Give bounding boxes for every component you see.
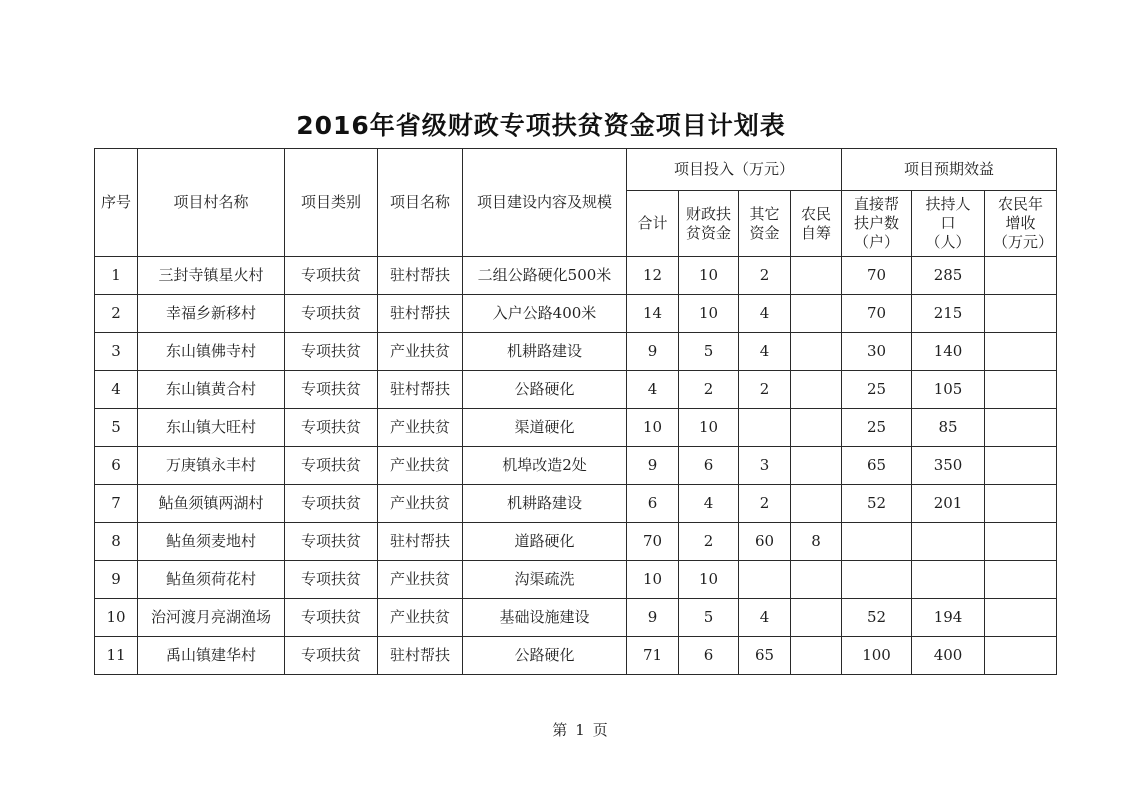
cell-households: 100 [842,637,912,675]
cell-total: 9 [627,333,679,371]
cell-village: 鲇鱼须荷花村 [138,561,285,599]
table-row [95,637,1057,675]
cell-self [791,333,842,371]
cell-people: 201 [912,485,985,523]
cell-households: 30 [842,333,912,371]
page-footer [0,719,1122,740]
header-direct-households: 直接帮扶户数（户） [842,191,912,257]
cell-other: 4 [739,295,791,333]
document-title: 2016年省级财政专项扶贫资金项目计划表 [296,111,786,140]
header-seq: 序号 [95,149,138,257]
cell-people [912,523,985,561]
table-row [95,447,1057,485]
cell-households: 70 [842,295,912,333]
cell-seq: 6 [95,447,138,485]
cell-total: 9 [627,599,679,637]
cell-category: 专项扶贫 [285,523,378,561]
cell-content: 公路硬化 [463,637,627,675]
header-benefit-group: 项目预期效益 [842,149,1057,191]
cell-people: 400 [912,637,985,675]
cell-income [985,257,1057,295]
cell-seq: 8 [95,523,138,561]
cell-finance: 6 [679,637,739,675]
cell-village: 东山镇黄合村 [138,371,285,409]
cell-content: 二组公路硬化500米 [463,257,627,295]
cell-people: 85 [912,409,985,447]
cell-finance: 10 [679,295,739,333]
cell-content: 机埠改造2处 [463,447,627,485]
header-finance-fund: 财政扶贫资金 [679,191,739,257]
cell-other [739,409,791,447]
cell-project: 产业扶贫 [378,561,463,599]
cell-total: 4 [627,371,679,409]
cell-households: 25 [842,409,912,447]
table-row [95,295,1057,333]
cell-total: 70 [627,523,679,561]
cell-other: 2 [739,485,791,523]
cell-self [791,295,842,333]
cell-self: 8 [791,523,842,561]
cell-village: 幸福乡新移村 [138,295,285,333]
table-row [95,409,1057,447]
cell-other [739,561,791,599]
cell-households: 25 [842,371,912,409]
cell-income [985,599,1057,637]
cell-households [842,561,912,599]
page-suffix: 页 [592,721,608,739]
table-row [95,333,1057,371]
cell-project: 驻村帮扶 [378,523,463,561]
cell-income [985,447,1057,485]
cell-total: 10 [627,561,679,599]
cell-households: 52 [842,599,912,637]
cell-other: 3 [739,447,791,485]
cell-seq: 3 [95,333,138,371]
header-income-increase: 农民年增收（万元） [985,191,1057,257]
cell-category: 专项扶贫 [285,485,378,523]
page-prefix: 第 [552,721,568,739]
cell-seq: 7 [95,485,138,523]
cell-village: 东山镇佛寺村 [138,333,285,371]
cell-project: 产业扶贫 [378,409,463,447]
cell-income [985,637,1057,675]
cell-seq: 11 [95,637,138,675]
cell-people: 105 [912,371,985,409]
cell-people: 215 [912,295,985,333]
cell-other: 65 [739,637,791,675]
cell-other: 4 [739,333,791,371]
cell-project: 产业扶贫 [378,599,463,637]
cell-content: 基础设施建设 [463,599,627,637]
cell-other: 60 [739,523,791,561]
cell-category: 专项扶贫 [285,333,378,371]
cell-finance: 10 [679,257,739,295]
cell-households: 70 [842,257,912,295]
cell-category: 专项扶贫 [285,295,378,333]
cell-finance: 10 [679,409,739,447]
cell-self [791,637,842,675]
cell-village: 东山镇大旺村 [138,409,285,447]
cell-income [985,523,1057,561]
cell-seq: 5 [95,409,138,447]
header-content: 项目建设内容及规模 [463,149,627,257]
cell-content: 沟渠疏洗 [463,561,627,599]
cell-finance: 2 [679,371,739,409]
cell-project: 产业扶贫 [378,447,463,485]
table-row [95,485,1057,523]
cell-self [791,409,842,447]
page-number: 1 [575,721,585,739]
cell-finance: 6 [679,447,739,485]
cell-finance: 10 [679,561,739,599]
cell-income [985,561,1057,599]
cell-seq: 1 [95,257,138,295]
cell-total: 71 [627,637,679,675]
header-investment-group: 项目投入（万元） [627,149,842,191]
table-row [95,371,1057,409]
cell-self [791,561,842,599]
cell-village: 三封寺镇星火村 [138,257,285,295]
cell-content: 公路硬化 [463,371,627,409]
cell-project: 驻村帮扶 [378,295,463,333]
cell-category: 专项扶贫 [285,447,378,485]
cell-income [985,295,1057,333]
cell-content: 机耕路建设 [463,333,627,371]
cell-total: 12 [627,257,679,295]
table-row [95,599,1057,637]
cell-category: 专项扶贫 [285,371,378,409]
cell-seq: 2 [95,295,138,333]
cell-project: 产业扶贫 [378,485,463,523]
cell-other: 2 [739,257,791,295]
cell-category: 专项扶贫 [285,257,378,295]
cell-self [791,257,842,295]
table-row [95,523,1057,561]
cell-village: 鲇鱼须麦地村 [138,523,285,561]
cell-project: 驻村帮扶 [378,371,463,409]
cell-project: 驻村帮扶 [378,257,463,295]
cell-other: 2 [739,371,791,409]
cell-finance: 4 [679,485,739,523]
cell-village: 治河渡月亮湖渔场 [138,599,285,637]
cell-people: 285 [912,257,985,295]
cell-finance: 2 [679,523,739,561]
cell-total: 9 [627,447,679,485]
cell-self [791,447,842,485]
cell-seq: 9 [95,561,138,599]
cell-self [791,371,842,409]
cell-content: 渠道硬化 [463,409,627,447]
cell-category: 专项扶贫 [285,409,378,447]
cell-people: 194 [912,599,985,637]
cell-content: 道路硬化 [463,523,627,561]
cell-people: 350 [912,447,985,485]
cell-people: 140 [912,333,985,371]
cell-other: 4 [739,599,791,637]
cell-total: 14 [627,295,679,333]
cell-finance: 5 [679,333,739,371]
cell-income [985,333,1057,371]
cell-category: 专项扶贫 [285,561,378,599]
plan-table [94,148,1057,675]
cell-content: 机耕路建设 [463,485,627,523]
header-other-fund: 其它资金 [739,191,791,257]
cell-village: 禹山镇建华村 [138,637,285,675]
cell-income [985,409,1057,447]
cell-finance: 5 [679,599,739,637]
header-farmer-self: 农民自筹 [791,191,842,257]
header-category: 项目类别 [285,149,378,257]
header-project-name: 项目名称 [378,149,463,257]
cell-income [985,371,1057,409]
cell-content: 入户公路400米 [463,295,627,333]
header-village: 项目村名称 [138,149,285,257]
cell-seq: 10 [95,599,138,637]
cell-project: 驻村帮扶 [378,637,463,675]
cell-self [791,485,842,523]
cell-category: 专项扶贫 [285,599,378,637]
cell-households: 52 [842,485,912,523]
cell-village: 万庚镇永丰村 [138,447,285,485]
cell-total: 10 [627,409,679,447]
cell-seq: 4 [95,371,138,409]
cell-income [985,485,1057,523]
cell-households: 65 [842,447,912,485]
cell-total: 6 [627,485,679,523]
cell-project: 产业扶贫 [378,333,463,371]
cell-village: 鲇鱼须镇两湖村 [138,485,285,523]
table-row [95,561,1057,599]
table-row [95,257,1057,295]
header-total: 合计 [627,191,679,257]
cell-people [912,561,985,599]
cell-category: 专项扶贫 [285,637,378,675]
cell-households [842,523,912,561]
header-people: 扶持人口（人） [912,191,985,257]
cell-self [791,599,842,637]
